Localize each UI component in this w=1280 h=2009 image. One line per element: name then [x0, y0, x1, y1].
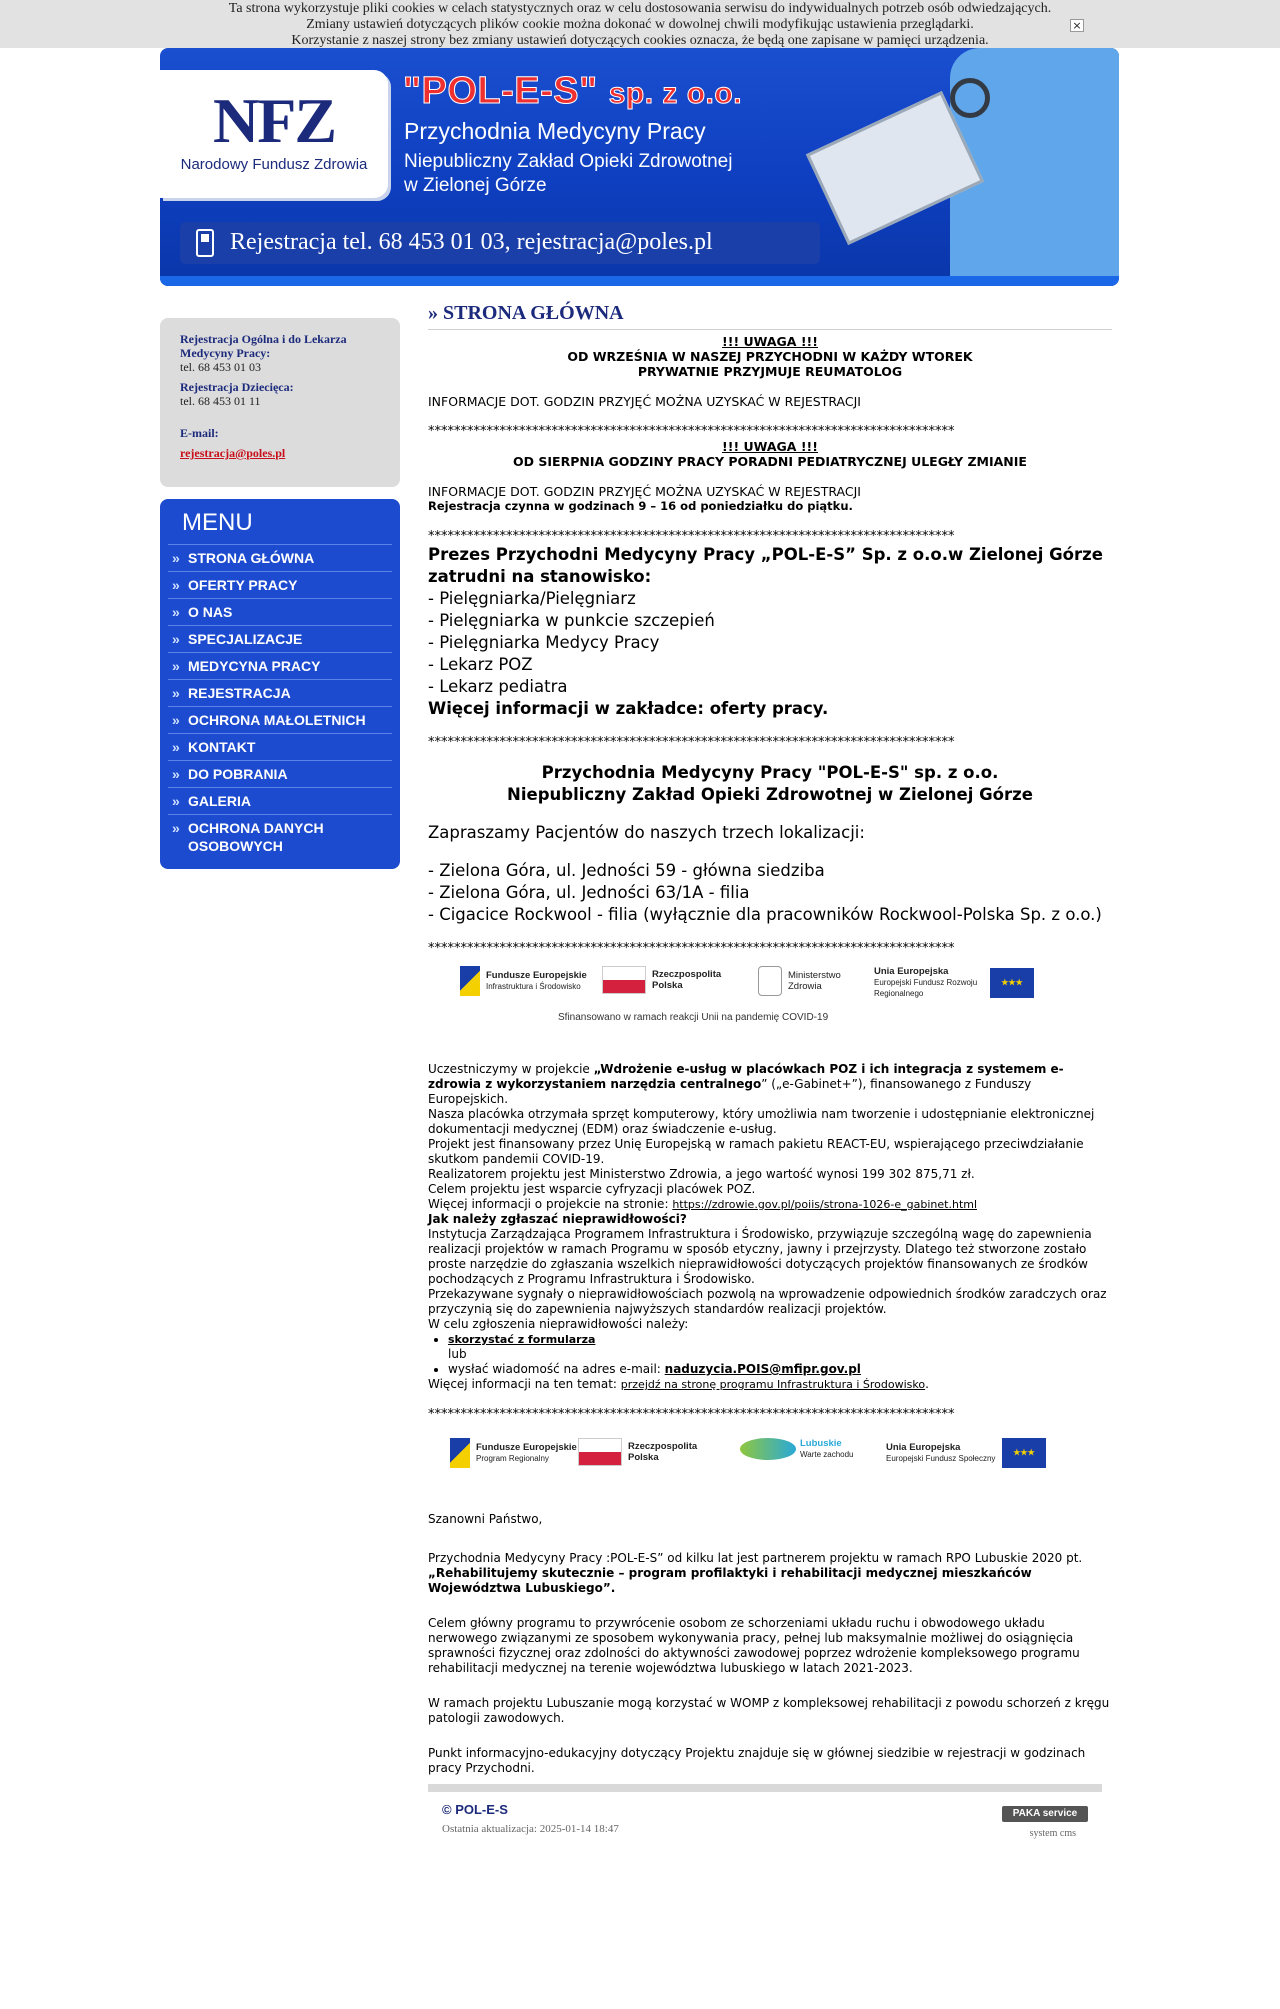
brand-name: "POL-E-S" sp. z o.o.	[403, 70, 743, 112]
stethoscope-icon	[950, 78, 990, 118]
eu-flag-icon: ★★★	[1002, 1438, 1046, 1468]
logo-unia-europejska-efs: Unia Europejska Europejski Fundusz Społeczny ★★★	[886, 1438, 1046, 1468]
menu-item-ochrona-maloletnich[interactable]: » OCHRONA MAŁOLETNICH	[168, 707, 392, 734]
email-link[interactable]: rejestracja@poles.pl	[180, 446, 286, 460]
cookie-banner	[0, 0, 1280, 48]
chevron-right-icon: »	[172, 577, 180, 593]
irregularities-para-3: W celu zgłoszenia nieprawidłowości należy:	[428, 1317, 689, 1331]
main-content	[428, 300, 1112, 1852]
chevron-right-icon: »	[172, 793, 180, 809]
menu-item-galeria[interactable]: » GALERIA	[168, 788, 392, 815]
irregularities-para-2: Przekazywane sygnały o nieprawidłowościach pozwolą na wprowadzenie odpowiednich środków zaradczych oraz przyczynią się do zapewnienia najwyższych standardów realizacji projektów.	[428, 1287, 1107, 1316]
chevron-right-icon: »	[172, 739, 180, 755]
notice-1-line-2: PRYWATNIE PRZYJMUJE REUMATOLOG	[637, 364, 903, 379]
reg-general-label: Rejestracja Ogólna i do Lekarza Medycyny Pracy:	[180, 332, 347, 360]
logo-unia-europejska: Unia Europejska Europejski Fundusz Rozwoju Regionalnego ★★★	[874, 966, 1034, 999]
job-item: - Pielęgniarka w punkcie szczepień	[428, 611, 715, 630]
chevron-right-icon: »	[172, 712, 180, 728]
cookie-text-line-2: Zmiany ustawień dotyczących plików cookie można dokonać w dowolnej chwili modyfikując ustawienia przeglądarki.	[306, 17, 974, 32]
logo-rzeczpospolita-rpo: Rzeczpospolita Polska	[578, 1438, 708, 1466]
chevron-right-icon: »	[172, 550, 180, 566]
location-item: - Zielona Góra, ul. Jedności 59 - główna siedziba	[428, 861, 825, 880]
notice-1-info: INFORMACJE DOT. GODZIN PRZYJĘĆ MOŻNA UZYSKAĆ W REJESTRACJI	[428, 394, 861, 409]
nfz-logo-box[interactable]	[160, 70, 388, 198]
menu-item-rejestracja[interactable]: » REJESTRACJA	[168, 680, 392, 707]
report-email-link[interactable]: naduzycia.POIS@mfipr.gov.pl	[664, 1362, 861, 1376]
poland-flag-icon	[602, 966, 646, 994]
fe-mark-icon	[450, 1438, 470, 1468]
project-intro: Uczestniczymy w projekcie „Wdrożenie e-usług w placówkach POZ i ich integracja z systemem e-zdrowia z wykorzystaniem narzędzia centralnego” („e-Gabinet+”), finansowanego z Funduszy Europejskich.	[428, 1062, 1064, 1106]
job-item: - Pielęgniarka Medycy Pracy	[428, 633, 660, 652]
covid-caption: Sfinansowano w ramach reakcji Unii na pandemię COVID-19	[558, 1012, 829, 1023]
eagle-emblem-icon	[758, 966, 782, 996]
footer	[428, 1792, 1102, 1852]
separator-stars: *********************************************************************************	[428, 735, 955, 750]
project-more-info: Więcej informacji o projekcie na stronie: https://zdrowie.gov.pl/poiis/strona-1026-e_gabinet.html	[428, 1197, 978, 1211]
project-para-1: Nasza placówka otrzymała sprzęt komputerowy, który umożliwia nam tworzenie i udostępnianie elektronicznej dokumentacji medycznej (EDM) oraz świadczenie e-usług.	[428, 1107, 1095, 1136]
notice-1-head: !!! UWAGA !!!	[722, 334, 818, 349]
project-link[interactable]: https://zdrowie.gov.pl/poiis/strona-1026-e_gabinet.html	[672, 1198, 978, 1211]
doctor-image	[800, 48, 1119, 278]
nfz-name: Narodowy Fundusz Zdrowia	[180, 156, 368, 173]
separator-stars: *********************************************************************************	[428, 1407, 955, 1422]
brand-suffix: sp. z o.o.	[608, 77, 743, 110]
phone-icon	[196, 229, 214, 257]
project-para-3: Realizatorem projektu jest Ministerstwo Zdrowia, a jego wartość wynosi 199 302 875,71 zł.	[428, 1167, 975, 1181]
notice-2-line: OD SIERPNIA GODZINY PRACY PORADNI PEDIATRYCZNEJ ULEGŁY ZMIANIE	[513, 454, 1027, 469]
report-form-link[interactable]: skorzystać z formularza	[448, 1333, 596, 1346]
footer-divider	[428, 1784, 1102, 1792]
greeting: Szanowni Państwo,	[428, 1512, 543, 1526]
funding-logos-covid	[428, 956, 1112, 1032]
notice-2-hours: Rejestracja czynna w godzinach 9 – 16 od poniedziałku do piątku.	[428, 499, 853, 513]
menu-item-specjalizacje[interactable]: » SPECJALIZACJE	[168, 626, 392, 653]
logo-fundusze-europejskie: Fundusze Europejskie Infrastruktura i Środowisko	[460, 966, 587, 996]
chevron-right-icon: »	[172, 658, 180, 674]
header-bottom-stripe	[160, 276, 1119, 286]
logo-ministerstwo-zdrowia: Ministerstwo Zdrowia	[758, 966, 858, 996]
logo-rzeczpospolita: Rzeczpospolita Polska	[602, 966, 732, 994]
fe-mark-icon	[460, 966, 480, 996]
jobs-more-info: Więcej informacji w zakładce: oferty pracy.	[428, 699, 829, 718]
irregularities-more: Więcej informacji na ten temat: przejdź na stronę programu Infrastruktura i Środowisko.	[428, 1377, 929, 1391]
notice-2-head: !!! UWAGA !!!	[722, 439, 818, 454]
header-banner	[160, 48, 1119, 286]
menu-item-o-nas[interactable]: » O NAS	[168, 599, 392, 626]
logo-fundusze-europejskie-rpo: Fundusze Europejskie Program Regionalny	[450, 1438, 577, 1468]
location-item: - Zielona Góra, ul. Jedności 63/1A - filia	[428, 883, 750, 902]
reg-general-phone: tel. 68 453 01 03	[180, 360, 261, 374]
menu-item-oferty-pracy[interactable]: » OFERTY PRACY	[168, 572, 392, 599]
separator-stars: *********************************************************************************	[428, 424, 955, 439]
registration-text: Rejestracja tel. 68 453 01 03, rejestracja@poles.pl	[230, 229, 713, 255]
header-subtitle-2: Niepubliczny Zakład Opieki Zdrowotnej	[404, 151, 733, 172]
list-item: • skorzystać z formularza lub	[448, 1332, 1112, 1362]
funding-logos-rpo	[428, 1422, 1112, 1492]
poland-flag-icon	[578, 1438, 622, 1466]
notice-2-info: INFORMACJE DOT. GODZIN PRZYJĘĆ MOŻNA UZYSKAĆ W REJESTRACJI	[428, 484, 861, 499]
chevron-right-icon: »	[172, 604, 180, 620]
separator-stars: *********************************************************************************	[428, 529, 955, 544]
last-updated: Ostatnia aktualizacja: 2025-01-14 18:47	[442, 1823, 619, 1835]
header-subtitle-1: Przychodnia Medycyny Pracy	[404, 118, 706, 144]
program-link[interactable]: przejdź na stronę programu Infrastruktura i Środowisko	[620, 1378, 926, 1391]
header-subtitle-3: w Zielonej Górze	[404, 175, 547, 196]
eu-flag-icon: ★★★	[990, 968, 1034, 998]
locations-invite: Zapraszamy Pacjentów do naszych trzech lokalizacji:	[428, 823, 865, 842]
job-item: - Lekarz POZ	[428, 655, 533, 674]
menu-item-kontakt[interactable]: » KONTAKT	[168, 734, 392, 761]
cookie-text-line-1: Ta strona wykorzystuje pliki cookies w celach statystycznych oraz w celu dostosowania serwisu do indywidualnych potrzeb osób odwiedzających.	[228, 1, 1052, 16]
menu-item-strona-glowna[interactable]: » STRONA GŁÓWNA	[168, 545, 392, 572]
rpo-para-3: Punkt informacyjno-edukacyjny dotyczący Projektu znajduje się w głównej siedzibie w rejestracji w godzinach pracy Przychodni.	[428, 1746, 1086, 1775]
chevron-right-icon: »	[172, 766, 180, 782]
chevron-right-icon: »	[172, 685, 180, 701]
jobs-heading: Prezes Przychodni Medycyny Pracy „POL-E-S” Sp. z o.o.w Zielonej Górze zatrudni na stanowisko:	[428, 545, 1103, 586]
reg-child-label: Rejestracja Dziecięca:	[180, 380, 294, 394]
main-menu	[160, 499, 400, 869]
rpo-para-1: Celem główny programu to przywrócenie osobom ze schorzeniami układu ruchu i obwodowego układu nerwowego związanymi ze sposobem wykonywania pracy, pełnej lub maksymalnie możliwej do osiągnięcia sprawności fizycznej oraz zdolności do aktywności zawodowej poprzez wdrożenie kompleksowego programu rehabilitacji medycznej na terenie województwa lubuskiego w latach 2021-2023.	[428, 1616, 1080, 1675]
rpo-intro: Przychodnia Medycyny Pracy :POL-E-S” od kilku lat jest partnerem projektu w ramach RPO Lubuskie 2020 pt. „Rehabilitujemy skutecznie – program profilaktyki i rehabilitacji medycznej mieszkańców Województwa Lubuskiego”.	[428, 1551, 1083, 1595]
project-para-2: Projekt jest finansowany przez Unię Europejską w ramach pakietu REACT-EU, wspierającego przeciwdziałanie skutkom pandemii COVID-19.	[428, 1137, 1084, 1166]
clinic-name: Przychodnia Medycyny Pracy "POL-E-S" sp. z o.o.	[541, 763, 999, 782]
notice-1-line-1: OD WRZEŚNIA W NASZEJ PRZYCHODNI W KAŻDY WTOREK	[567, 349, 973, 364]
contact-info-box	[160, 318, 400, 487]
menu-item-ochrona-danych[interactable]: » OCHRONA DANYCH OSOBOWYCH	[172, 820, 324, 854]
job-item: - Lekarz pediatra	[428, 677, 568, 696]
email-label: E-mail:	[180, 426, 219, 440]
menu-item-do-pobrania[interactable]: » DO POBRANIA	[168, 761, 392, 788]
registration-bar	[180, 222, 820, 264]
chevron-right-icon: »	[172, 820, 180, 836]
cookie-close-icon[interactable]: ×	[1070, 19, 1084, 32]
irregularities-para-1: Instytucja Zarządzająca Programem Infrastruktura i Środowisko, przywiązuje szczególną wagę do zapewnienia realizacji projektów w ramach Programu w sposób etyczny, jawny i przejrzysty. Dlatego też stworzone zostało proste narzędzie do zgłaszania wszelkich nieprawidłowości dotyczących projektów finansowanych ze środków pochodzących z Programu Infrastruktura i Środowisko.	[428, 1227, 1092, 1286]
list-item: • wysłać wiadomość na adres e-mail: naduzycia.POIS@mfipr.gov.pl	[448, 1362, 1112, 1377]
reg-child-phone: tel. 68 453 01 11	[180, 394, 261, 408]
rpo-para-2: W ramach projektu Lubuszanie mogą korzystać w WOMP z kompleksowej rehabilitacji z powodu schorzeń z kręgu patologii zawodowych.	[428, 1696, 1110, 1725]
cookie-text-line-3: Korzystanie z naszej strony bez zmiany ustawień dotyczących cookies oznacza, że będą one zapisane w pamięci urządzenia.	[291, 33, 989, 48]
menu-item-medycyna-pracy[interactable]: » MEDYCYNA PRACY	[168, 653, 392, 680]
lubuskie-wave-icon	[740, 1438, 796, 1460]
separator-stars: *********************************************************************************	[428, 941, 955, 956]
cms-label: system cms	[1029, 1828, 1076, 1839]
chevron-right-icon: »	[172, 631, 180, 647]
menu-title: MENU	[168, 505, 392, 545]
copyright: © POL-E-S	[442, 1802, 508, 1817]
nfz-logo: NFZ	[213, 85, 335, 156]
job-item: - Pielęgniarka/Pielęgniarz	[428, 589, 636, 608]
project-para-4: Celem projektu jest wsparcie cyfryzacji placówek POZ.	[428, 1182, 756, 1196]
page-title: » STRONA GŁÓWNA	[428, 306, 1112, 330]
location-item: - Cigacice Rockwool - filia (wyłącznie dla pracowników Rockwool-Polska Sp. z o.o.)	[428, 905, 1102, 924]
logo-lubuskie: Lubuskie Warte zachodu	[740, 1438, 854, 1460]
clinic-subtitle: Niepubliczny Zakład Opieki Zdrowotnej w Zielonej Górze	[507, 785, 1033, 804]
cms-logo[interactable]: PAKA service	[1002, 1806, 1088, 1822]
irregularities-heading: Jak należy zgłaszać nieprawidłowości?	[428, 1212, 687, 1226]
